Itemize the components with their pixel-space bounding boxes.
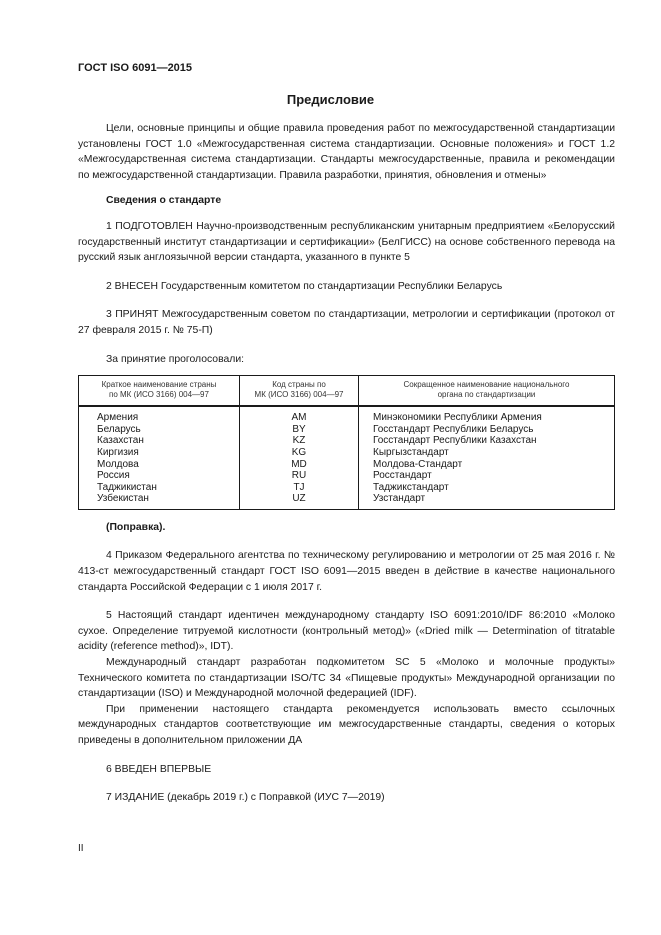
country-cell: Киргизия — [79, 447, 240, 459]
code-cell: KG — [240, 447, 359, 459]
header-organization: Сокращенное наименование национального органа по стандартизации — [359, 376, 615, 407]
country-cell: Молдова — [79, 459, 240, 471]
table-row — [79, 424, 615, 436]
table-row — [79, 482, 615, 494]
table-row — [79, 493, 615, 509]
foreword-body — [78, 121, 615, 806]
code-cell: KZ — [240, 435, 359, 447]
organization-cell: Таджикстандарт — [359, 482, 615, 494]
code-cell: MD — [240, 459, 359, 471]
about-standard-heading: Сведения о стандарте — [106, 195, 222, 207]
organization-cell: Росстандарт — [359, 470, 615, 482]
table-row — [79, 470, 615, 482]
table-row — [79, 435, 615, 447]
country-cell: Армения — [79, 406, 240, 424]
country-cell: Таджикистан — [79, 482, 240, 494]
item-7-edition: 7 ИЗДАНИЕ (декабрь 2019 г.) с Поправкой (ИУС 7—2019) — [106, 792, 385, 804]
document-code: ГОСТ ISO 6091—2015 — [78, 62, 193, 74]
item-4-order: 4 Приказом Федерального агентства по техническому регулированию и метрологии от 25 мая 2016 г. № 413-ст межгосударственный стандарт ГОСТ ISO 6091—2015 введен в действие в качестве национального стандарта Российской Федерации с 1 июля 2017 г. — [78, 550, 615, 593]
country-cell: Беларусь — [79, 424, 240, 436]
code-cell: BY — [240, 424, 359, 436]
organization-cell: Минэкономики Республики Армения — [359, 406, 615, 424]
item-2-submitted: 2 ВНЕСЕН Государственным комитетом по стандартизации Республики Беларусь — [106, 280, 503, 292]
item-5-developed-by: Международный стандарт разработан подкомитетом SC 5 «Молоко и молочные продукты» Технического комитета по стандартизации ISO/TC 34 «Пищевые продукты» Международной организации по стандартизации (ISO) и Международной молочной федерацией (IDF). — [78, 657, 615, 700]
amendment-note: (Поправка). — [106, 521, 166, 533]
item-5-application-note: При применении настоящего стандарта рекомендуется использовать вместо ссылочных международных стандартов соответствующие им межгосударственные стандарты, сведения о которых приведены в дополнительном приложении ДА — [78, 703, 615, 746]
page-number: II — [78, 843, 84, 854]
code-cell: TJ — [240, 482, 359, 494]
country-cell: Россия — [79, 470, 240, 482]
table-row — [79, 447, 615, 459]
table-header-row — [79, 376, 615, 407]
code-cell: RU — [240, 470, 359, 482]
page-title: Предисловие — [286, 92, 375, 107]
header-code: Код страны по МК (ИСО 3166) 004—97 — [240, 376, 359, 407]
organization-cell: Молдова-Стандарт — [359, 459, 615, 471]
table-row — [79, 406, 615, 424]
item-3-adopted: 3 ПРИНЯТ Межгосударственным советом по стандартизации, метрологии и сертификации (протокол от 27 февраля 2015 г. № 75-П) — [78, 309, 615, 336]
country-cell: Казахстан — [79, 435, 240, 447]
item-6-introduced: 6 ВВЕДЕН ВПЕРВЫЕ — [106, 763, 212, 775]
table-row — [79, 459, 615, 471]
voted-label: За принятие проголосовали: — [106, 353, 245, 365]
voting-table — [78, 375, 615, 510]
intro-paragraph: Цели, основные принципы и общие правила проведения работ по межгосударственной стандартизации установлены ГОСТ 1.0 «Межгосударственная система стандартизации. Основные положения» и ГОСТ 1.2 «Межгосударственная система стандартизации. Стандарты межгосударственные, правила и рекомендации по межгосударственной стандартизации. Правила разработки, принятия, обновления и отмены» — [78, 123, 615, 181]
organization-cell: Кыргызстандарт — [359, 447, 615, 459]
code-cell: AM — [240, 406, 359, 424]
header-country: Краткое наименование страны по МК (ИСО 3166) 004—97 — [79, 376, 240, 407]
organization-cell: Узстандарт — [359, 493, 615, 509]
item-1-prepared: 1 ПОДГОТОВЛЕН Научно-производственным республиканским унитарным предприятием «Белорусский государственный институт стандартизации и сертификации» (БелГИСС) на основе собственного перевода на русский язык англоязычной версии стандарта, указанного в пункте 5 — [78, 220, 615, 264]
code-cell: UZ — [240, 493, 359, 509]
organization-cell: Госстандарт Республики Казахстан — [359, 435, 615, 447]
country-cell: Узбекистан — [79, 493, 240, 509]
organization-cell: Госстандарт Республики Беларусь — [359, 424, 615, 436]
item-5-identical: 5 Настоящий стандарт идентичен международному стандарту ISO 6091:2010/IDF 86:2010 «Молоко сухое. Определение титруемой кислотности (контрольный метод)» («Dried milk — Determination of titratable acidity (reference method)», IDT). — [78, 610, 615, 653]
